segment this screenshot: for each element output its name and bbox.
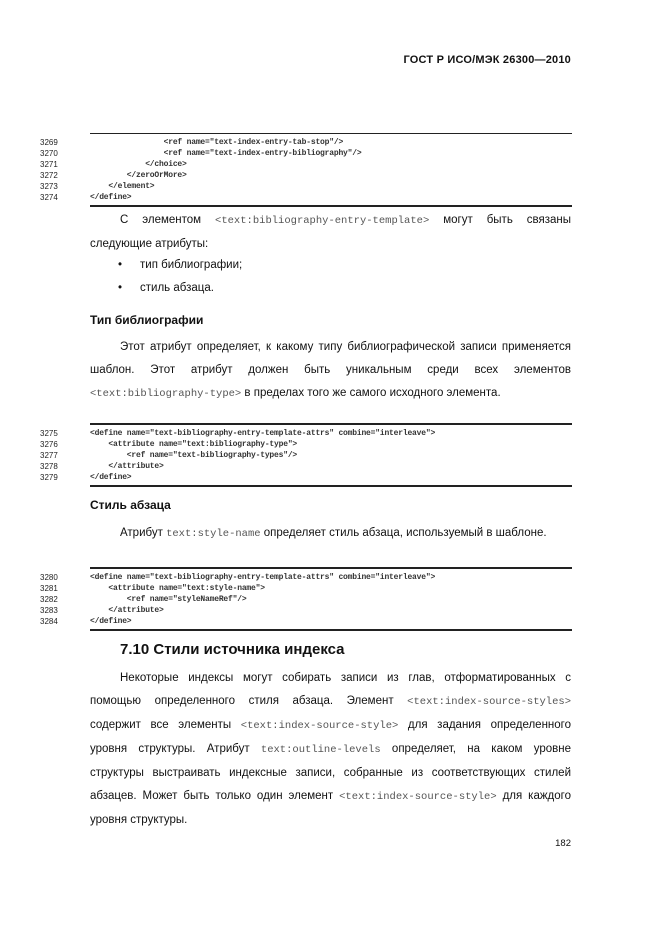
line-number: 3275 (40, 429, 58, 438)
attribute-list (118, 254, 242, 300)
code-text: <define name="text-bibliography-entry-template-attrs" combine="interleave"> (90, 429, 436, 438)
heading-bibliography-type: Тип библиографии (90, 313, 204, 327)
text-span: содержит все элементы (90, 719, 241, 731)
code-line (40, 181, 572, 192)
line-number: 3278 (40, 462, 58, 471)
code-text: <attribute name="text:style-name"> (90, 584, 265, 593)
code-inline: <text:bibliography-type> (90, 388, 242, 400)
code-text: <ref name="text-index-entry-bibliography"/> (90, 149, 362, 158)
list-item: • стиль абзаца. (118, 277, 242, 300)
code-rule-bottom (90, 629, 572, 631)
code-listing-2 (40, 423, 572, 487)
code-line (40, 583, 572, 594)
text-span: Некоторые индексы могут собирать записи из глав, отформатированных с помощью определенного стиля абзаца. Элемент (90, 672, 571, 707)
page-number: 182 (555, 838, 571, 849)
paragraph-bibliography-type (90, 336, 571, 406)
code-line (40, 439, 572, 450)
code-text: <ref name="styleNameRef"/> (90, 595, 247, 604)
line-number: 3281 (40, 584, 58, 593)
line-number: 3270 (40, 149, 58, 158)
code-line (40, 461, 572, 472)
text-span: определяет, на каком уровне структуры выстраивать индексные записи, собранные из соответствующих стилей абзацев. Может быть только один элемент (90, 743, 571, 802)
line-number: 3269 (40, 138, 58, 147)
code-text: </define> (90, 473, 132, 482)
code-line (40, 572, 572, 583)
line-number: 3282 (40, 595, 58, 604)
code-line (40, 605, 572, 616)
line-number: 3284 (40, 617, 58, 626)
code-line (40, 450, 572, 461)
code-line (40, 148, 572, 159)
code-line (40, 594, 572, 605)
code-text: <ref name="text-index-entry-tab-stop"/> (90, 138, 344, 147)
line-number: 3283 (40, 606, 58, 615)
text-span: для каждого уровня структуры. (90, 790, 571, 826)
text-span: С элементом (120, 214, 216, 226)
text-span: для задания определенного уровня структуры. Атрибут (90, 719, 571, 755)
code-listing-1 (40, 133, 572, 207)
line-number: 3272 (40, 171, 58, 180)
code-text: <attribute name="text:bibliography-type"> (90, 440, 298, 449)
code-text: </zeroOrMore> (90, 171, 187, 180)
code-inline: <text:index-source-style> (240, 720, 399, 732)
line-number: 3274 (40, 193, 58, 202)
code-text: <define name="text-bibliography-entry-template-attrs" combine="interleave"> (90, 573, 436, 582)
text-span: могут быть связаны следующие атрибуты: (90, 214, 572, 250)
text-span: в пределах того же самого исходного элемента. (241, 387, 501, 399)
paragraph-intro-attributes (90, 209, 571, 256)
code-line (40, 137, 572, 148)
line-number: 3280 (40, 573, 58, 582)
paragraph-index-source-styles (90, 667, 571, 832)
page-header: ГОСТ Р ИСО/МЭК 26300—2010 (403, 54, 571, 66)
code-inline: text:outline-levels (260, 744, 381, 756)
text-span: Атрибут (120, 527, 167, 539)
code-inline: <text:bibliography-entry-template> (215, 215, 430, 227)
heading-paragraph-style: Стиль абзаца (90, 498, 171, 512)
code-rule-bottom (90, 205, 572, 207)
code-line (40, 472, 572, 483)
code-line (40, 159, 572, 170)
code-text: <ref name="text-bibliography-types"/> (90, 451, 298, 460)
code-text: </define> (90, 617, 132, 626)
code-text: </attribute> (90, 462, 164, 471)
code-text: </attribute> (90, 606, 164, 615)
code-text: </define> (90, 193, 132, 202)
code-line (40, 428, 572, 439)
code-line (40, 170, 572, 181)
code-text: </choice> (90, 160, 187, 169)
code-listing-3 (40, 567, 572, 631)
code-inline: <text:index-source-styles> (407, 696, 571, 708)
code-text: </element> (90, 182, 155, 191)
line-number: 3271 (40, 160, 58, 169)
line-number: 3276 (40, 440, 58, 449)
code-inline: <text:index-source-style> (339, 791, 497, 803)
line-number: 3277 (40, 451, 58, 460)
section-heading: 7.10 Стили источника индекса (120, 641, 345, 658)
code-line (40, 616, 572, 627)
list-item: • тип библиографии; (118, 254, 242, 277)
text-span: Этот атрибут определяет, к какому типу библиографической записи применяется шаблон. Этот атрибут должен быть уникальным среди всех элементов (90, 341, 571, 376)
line-number: 3273 (40, 182, 58, 191)
text-span: определяет стиль абзаца, используемый в шаблоне. (260, 527, 547, 539)
code-inline: text:style-name (166, 528, 261, 540)
paragraph-style-name (90, 522, 571, 546)
code-rule-bottom (90, 485, 572, 487)
line-number: 3279 (40, 473, 58, 482)
code-line (40, 192, 572, 203)
